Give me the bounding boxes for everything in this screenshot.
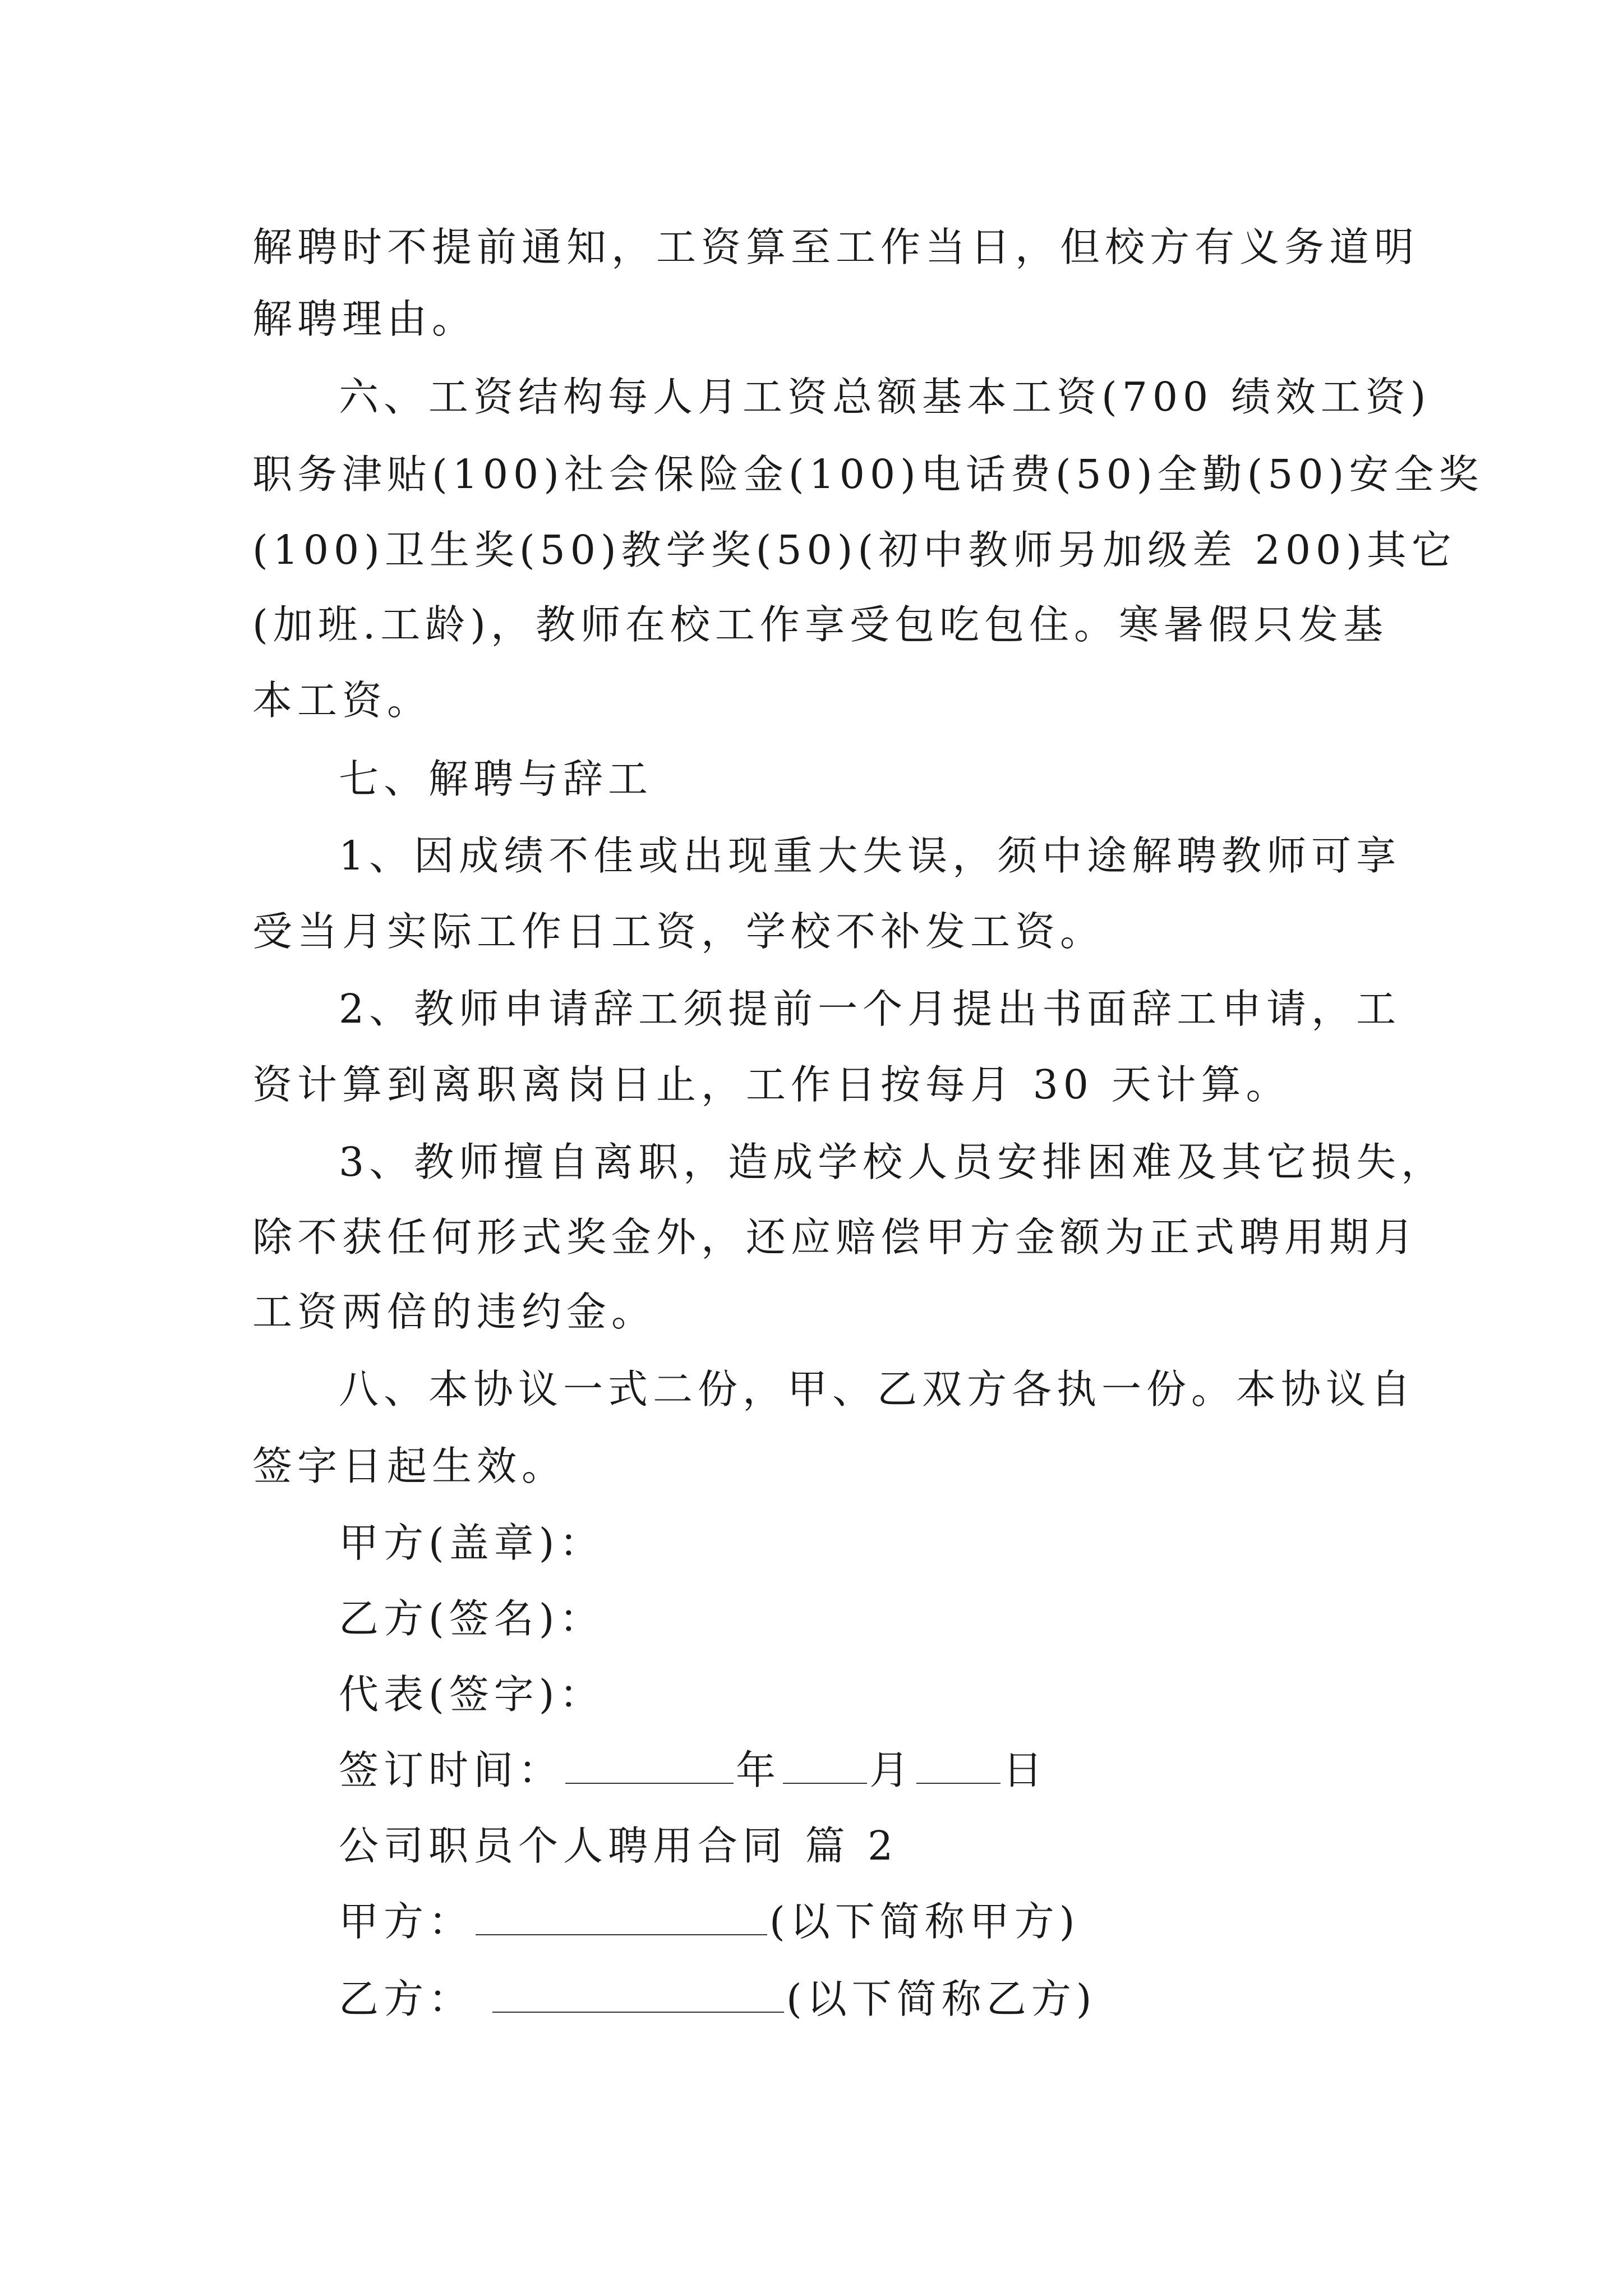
paragraph-line: 除不获任何形式奖金外，还应赔偿甲方金额为正式聘用期月 (252, 1214, 1419, 1260)
party-a-seal-line: 甲方(盖章)： (339, 1520, 605, 1566)
paragraph-line: 解聘理由。 (252, 296, 477, 342)
paragraph-line: 解聘时不提前通知，工资算至工作当日，但校方有义务道明 (252, 224, 1419, 270)
section-7-heading: 七、解聘与辞工 (339, 756, 653, 802)
paragraph-line: (加班.工龄)，教师在校工作享受包吃包住。寒暑假只发基 (252, 601, 1388, 648)
party-b-label: 乙方： (339, 1976, 474, 2022)
sign-date-line (339, 1747, 1048, 1793)
party-b-blank[interactable] (492, 2011, 784, 2013)
sign-date-label: 签订时间： (339, 1747, 564, 1793)
paragraph-line: 资计算到离职离岗日止，工作日按每月 30 天计算。 (252, 1061, 1291, 1108)
month-label: 月 (869, 1747, 915, 1793)
party-a-note: (以下简称甲方) (769, 1898, 1080, 1945)
party-a-blank[interactable] (476, 1934, 767, 1935)
paragraph-line: 签字日起生效。 (252, 1443, 567, 1489)
paragraph-line: 工资两倍的违约金。 (252, 1289, 657, 1335)
section-8-line: 八、本协议一式二份，甲、乙双方各执一份。本协议自 (339, 1366, 1416, 1412)
paragraph-line: 职务津贴(100)社会保险金(100)电话费(50)全勤(50)安全奖 (252, 451, 1484, 498)
party-b-note: (以下简称乙方) (786, 1976, 1097, 2022)
paragraph-line: 受当月实际工作日工资，学校不补发工资。 (252, 908, 1105, 955)
party-b-line (339, 1976, 1097, 2022)
day-blank[interactable] (916, 1782, 1000, 1784)
section-6-heading-line: 六、工资结构每人月工资总额基本工资(700 绩效工资) (339, 374, 1431, 420)
paragraph-line: (100)卫生奖(50)教学奖(50)(初中教师另加级差 200)其它 (252, 527, 1456, 573)
clause-1-line: 1、因成绩不佳或出现重大失误，须中途解聘教师可享 (339, 832, 1401, 879)
party-a-line (339, 1898, 1080, 1945)
clause-2-line: 2、教师申请辞工须提前一个月提出书面辞工申请，工 (339, 986, 1401, 1032)
paragraph-line: 本工资。 (252, 677, 432, 724)
party-a-label: 甲方： (339, 1898, 474, 1945)
year-blank[interactable] (565, 1782, 734, 1784)
representative-sign-line: 代表(签字)： (339, 1671, 605, 1718)
day-label: 日 (1003, 1747, 1048, 1793)
clause-3-line: 3、教师擅自离职，造成学校人员安排困难及其它损失， (339, 1139, 1446, 1185)
year-label: 年 (736, 1747, 781, 1793)
month-blank[interactable] (783, 1782, 867, 1784)
contract-title: 公司职员个人聘用合同 篇 2 (339, 1823, 898, 1869)
party-b-sign-line: 乙方(签名)： (339, 1595, 605, 1642)
